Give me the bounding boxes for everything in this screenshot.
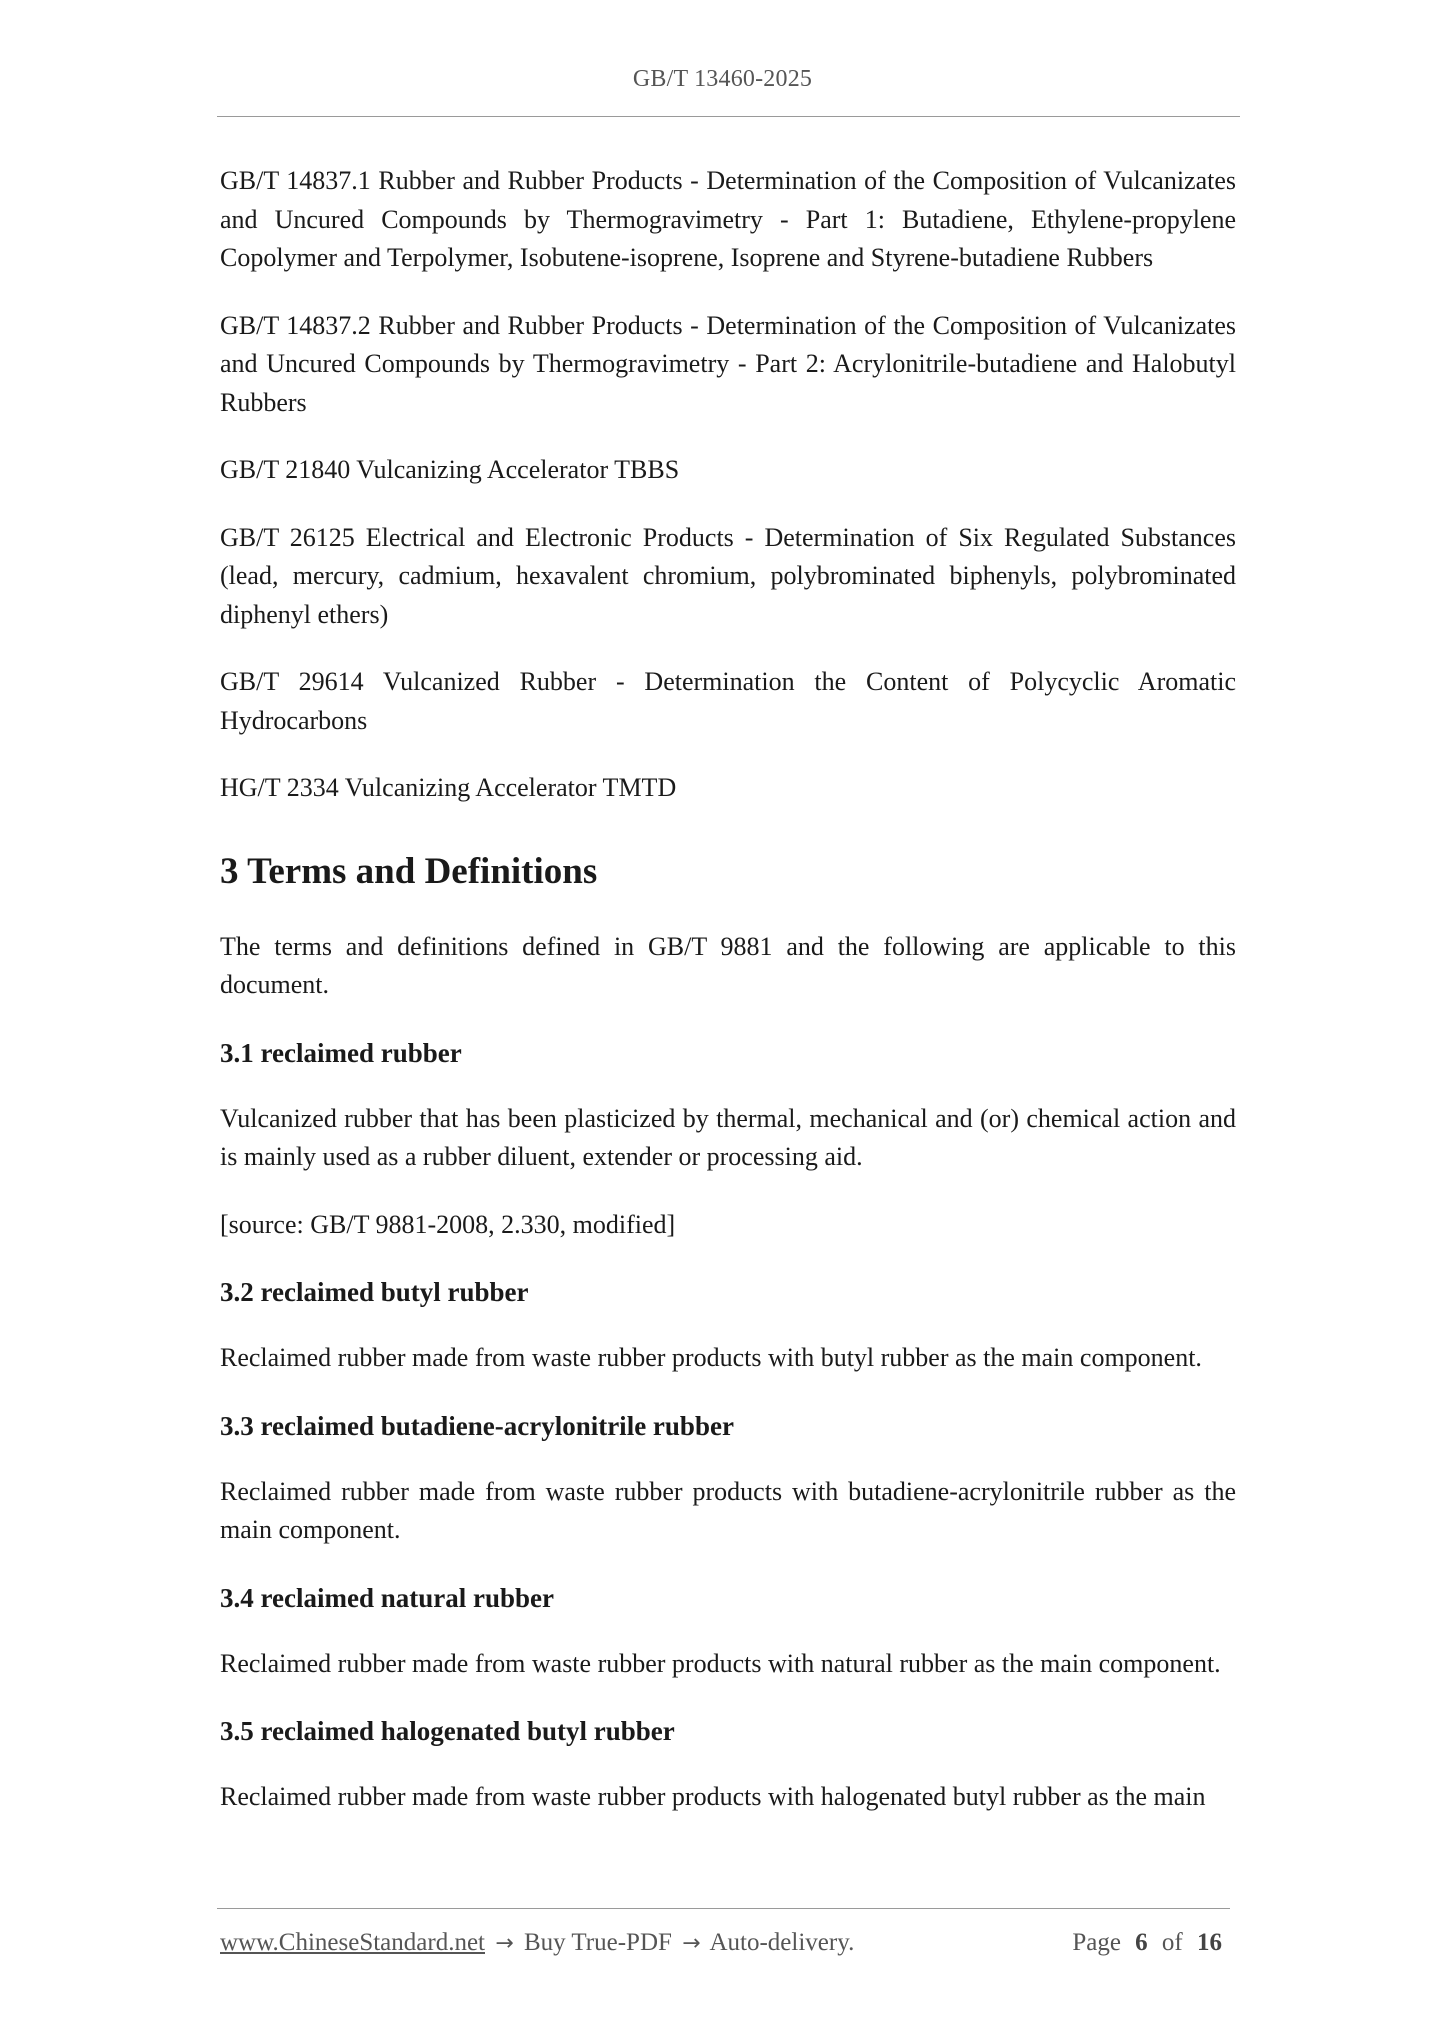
arrow-right-icon: → — [682, 1931, 701, 1956]
reference-item: GB/T 21840 Vulcanizing Accelerator TBBS — [220, 455, 680, 484]
arrow-right-icon: → — [495, 1931, 514, 1956]
term-definition: Reclaimed rubber made from waste rubber products with butadiene-acrylonitrile rubber as the main component. — [220, 1476, 1236, 1544]
reference-item: GB/T 14837.2 Rubber and Rubber Products - Determination of the Composition of Vulcanizates and Uncured Compounds by Thermogravimetry - Part 2: Acrylonitrile-butadiene and Halobutyl Rubbers — [220, 310, 1236, 417]
reference-item: GB/T 29614 Vulcanized Rubber - Determination the Content of Polycyclic Aromatic Hydrocarbons — [220, 667, 1236, 735]
term-heading: 3.2 reclaimed butyl rubber — [220, 1277, 529, 1307]
reference-item: GB/T 26125 Electrical and Electronic Products - Determination of Six Regulated Substances (lead, mercury, cadmium, hexavalent chromium, polybrominated biphenyls, polybrominated diphenyl ethers) — [220, 522, 1236, 629]
document-body — [220, 162, 1236, 1846]
page-number — [1072, 1929, 1230, 1957]
term-definition: Reclaimed rubber made from waste rubber products with natural rubber as the main component. — [220, 1648, 1221, 1678]
page-header-title: GB/T 13460-2025 — [632, 66, 813, 92]
term-definition: Vulcanized rubber that has been plasticized by thermal, mechanical and (or) chemical action and is mainly used as a rubber diluent, extender or processing aid. — [220, 1103, 1236, 1171]
term-heading: 3.5 reclaimed halogenated butyl rubber — [220, 1716, 675, 1746]
reference-item: HG/T 2334 Vulcanizing Accelerator TMTD — [220, 773, 677, 802]
term-heading: 3.3 reclaimed butadiene-acrylonitrile rubber — [220, 1410, 734, 1441]
buy-true-pdf-text: Buy True-PDF — [523, 1929, 672, 1956]
term-source: [source: GB/T 9881-2008, 2.330, modified] — [220, 1209, 676, 1239]
website-link[interactable]: www.ChineseStandard.net — [220, 1929, 485, 1956]
term-heading: 3.1 reclaimed rubber — [220, 1037, 462, 1068]
footer-promo — [220, 1929, 854, 1957]
auto-delivery-text: Auto-delivery. — [709, 1929, 855, 1956]
total-pages: 16 — [1197, 1929, 1222, 1956]
page-label: Page — [1072, 1929, 1121, 1956]
footer-divider — [217, 1908, 1230, 1909]
section-intro: The terms and definitions defined in GB/T 9881 and the following are applicable to this document. — [220, 931, 1236, 999]
term-definition: Reclaimed rubber made from waste rubber products with butyl rubber as the main component. — [220, 1343, 1202, 1372]
term-heading: 3.4 reclaimed natural rubber — [220, 1582, 554, 1613]
page-of-label: of — [1161, 1929, 1183, 1956]
section-heading: 3 Terms and Definitions — [220, 850, 598, 892]
reference-item: GB/T 14837.1 Rubber and Rubber Products - Determination of the Composition of Vulcanizates and Uncured Compounds by Thermogravimetry - Part 1: Butadiene, Ethylene-propylene Copolymer and Terpolymer, Isobutene-isoprene, Isoprene and Styrene-butadiene Rubbers — [220, 166, 1236, 272]
current-page: 6 — [1135, 1929, 1148, 1956]
term-definition: Reclaimed rubber made from waste rubber products with halogenated butyl rubber as the main — [220, 1782, 1206, 1811]
header-divider — [217, 116, 1240, 117]
